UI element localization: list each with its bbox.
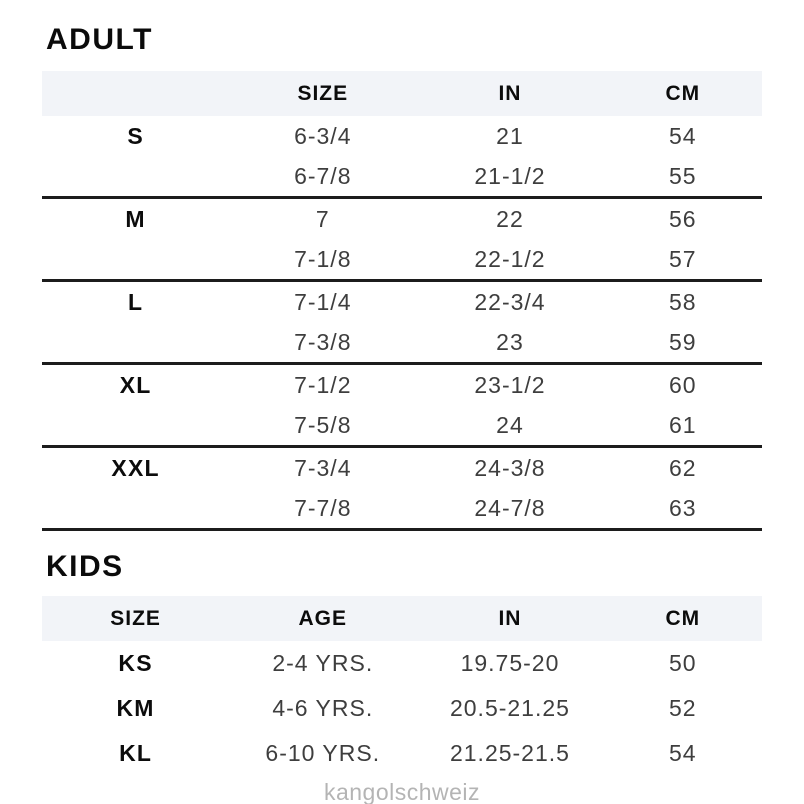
- adult-header-row: [42, 71, 762, 116]
- adult-header-in: IN: [416, 71, 603, 116]
- hat-size-cell: 7-7/8: [229, 488, 416, 530]
- kids-header-size: SIZE: [42, 596, 229, 641]
- size-label: XL: [119, 371, 152, 398]
- cm-cell: 59: [604, 322, 762, 364]
- table-row-s-2: [42, 156, 762, 198]
- hat-size-cell: 7-1/2: [294, 371, 352, 398]
- size-label: [42, 488, 229, 530]
- adult-header-cm: CM: [604, 71, 762, 116]
- kids-header-cm: CM: [604, 596, 762, 641]
- adult-header-size: SIZE: [229, 71, 416, 116]
- age-cell: 4-6 YRS.: [272, 695, 374, 721]
- cm-cell: 57: [604, 239, 762, 281]
- hat-size-cell: 7-3/8: [229, 322, 416, 364]
- size-label: [42, 239, 229, 281]
- adult-header-blank: [42, 71, 229, 116]
- inches-cell: 21: [496, 122, 524, 149]
- size-label: KL: [119, 740, 153, 766]
- hat-size-cell: 7-1/4: [294, 288, 352, 315]
- table-row-l-1: [42, 281, 762, 323]
- table-row-xxl-2: [42, 488, 762, 530]
- kids-header-row: [42, 596, 762, 641]
- cm-cell: 62: [668, 454, 697, 481]
- table-row-xxl-1: [42, 447, 762, 489]
- inches-cell: 22-1/2: [416, 239, 603, 281]
- size-label: XXL: [111, 454, 160, 481]
- size-label: L: [127, 288, 144, 315]
- inches-cell: 24-7/8: [416, 488, 603, 530]
- cm-cell: 54: [668, 740, 697, 766]
- table-row-xl-1: [42, 364, 762, 406]
- age-cell: 2-4 YRS.: [272, 650, 374, 676]
- cm-cell: 61: [604, 405, 762, 447]
- cm-cell: 52: [668, 695, 697, 721]
- cm-cell: 58: [668, 288, 697, 315]
- hat-size-cell: 7-3/4: [294, 454, 352, 481]
- inches-cell: 19.75-20: [460, 650, 560, 676]
- size-label: M: [125, 205, 146, 232]
- age-cell: 6-10 YRS.: [265, 740, 381, 766]
- table-row-l-2: [42, 322, 762, 364]
- kids-section-title: KIDS: [46, 550, 124, 583]
- inches-cell: 22: [496, 205, 524, 232]
- table-row-m-2: [42, 239, 762, 281]
- size-label: [42, 322, 229, 364]
- table-row-km: [42, 686, 762, 731]
- hat-size-cell: 7: [315, 205, 330, 232]
- inches-cell: 24: [416, 405, 603, 447]
- hat-size-cell: 6-7/8: [229, 156, 416, 198]
- hat-size-cell: 6-3/4: [294, 122, 352, 149]
- size-label: [42, 405, 229, 447]
- inches-cell: 23-1/2: [474, 371, 546, 398]
- kids-header-in: IN: [416, 596, 603, 641]
- site-watermark: kangolschweiz: [323, 779, 481, 804]
- table-row-kl: [42, 731, 762, 776]
- inches-cell: 23: [416, 322, 603, 364]
- table-row-ks: [42, 641, 762, 686]
- cm-cell: 60: [668, 371, 697, 398]
- cm-cell: 56: [668, 205, 697, 232]
- size-label: KM: [116, 695, 155, 721]
- cm-cell: 55: [604, 156, 762, 198]
- inches-cell: 20.5-21.25: [449, 695, 570, 721]
- hat-size-cell: 7-5/8: [229, 405, 416, 447]
- inches-cell: 22-3/4: [474, 288, 546, 315]
- size-label: [42, 156, 229, 198]
- inches-cell: 24-3/8: [474, 454, 546, 481]
- hat-size-cell: 7-1/8: [229, 239, 416, 281]
- table-row-s-1: [42, 116, 762, 156]
- adult-size-table: [42, 71, 762, 531]
- cm-cell: 50: [668, 650, 697, 676]
- table-row-xl-2: [42, 405, 762, 447]
- kids-header-age: AGE: [229, 596, 416, 641]
- cm-cell: 63: [604, 488, 762, 530]
- kids-size-table: [42, 596, 762, 776]
- adult-section-title: ADULT: [46, 23, 153, 56]
- cm-cell: 54: [668, 122, 697, 149]
- inches-cell: 21-1/2: [416, 156, 603, 198]
- table-row-m-1: [42, 198, 762, 240]
- size-label: KS: [118, 650, 153, 676]
- size-label: S: [127, 122, 144, 149]
- inches-cell: 21.25-21.5: [449, 740, 570, 766]
